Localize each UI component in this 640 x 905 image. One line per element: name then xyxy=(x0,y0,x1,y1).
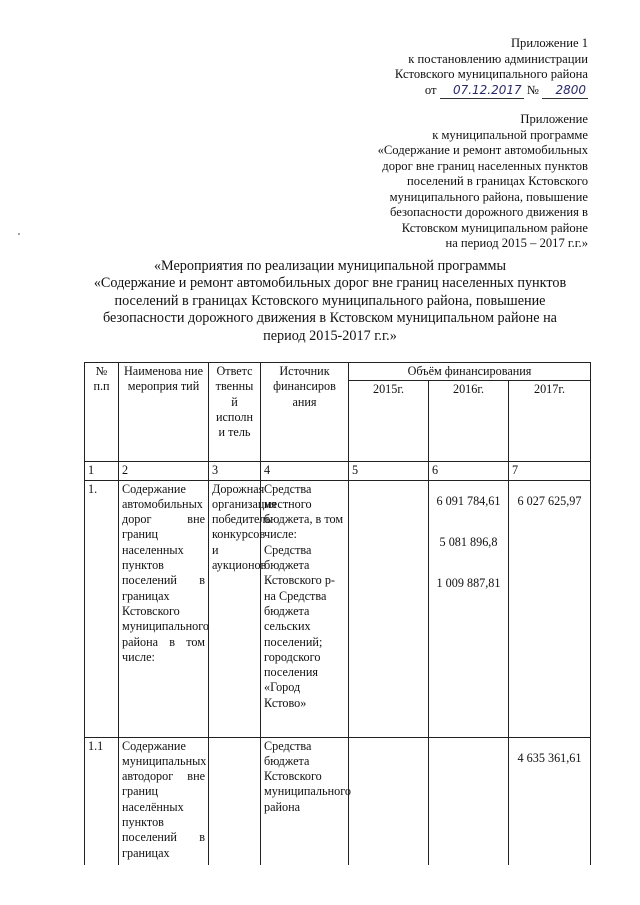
table-header-row xyxy=(85,363,591,381)
date-prefix: от xyxy=(424,82,437,97)
appendix-1-district: Кстовского муниципального района xyxy=(394,67,588,81)
index-cell: 7 xyxy=(509,462,591,480)
header-num: № п.п xyxy=(85,363,119,462)
table-row xyxy=(85,480,591,737)
scan-speck xyxy=(18,233,20,235)
index-cell: 1 xyxy=(85,462,119,480)
header-responsible: Ответс твенны й исполн и тель xyxy=(209,363,261,462)
appendix-2-line: на период 2015 – 2017 г.г.» xyxy=(445,236,588,250)
index-cell: 3 xyxy=(209,462,261,480)
row-1-responsible: Дорожная организация победитель конкурсов и аукционов xyxy=(209,480,261,737)
row-2-2015 xyxy=(349,737,429,865)
number-prefix: № xyxy=(526,82,539,97)
row-1-2017-total: 6 027 625,97 xyxy=(517,493,582,508)
row-1-2016-district: 5 081 896,8 xyxy=(439,534,498,549)
index-cell: 6 xyxy=(429,462,509,480)
title-line: безопасности дорожного движения в Кстовском муниципальном районе на xyxy=(103,310,557,327)
row-1-2016-total: 6 091 784,61 xyxy=(436,493,501,508)
row-1-source: Средства местного бюджета, в том числе: Средства бюджета Кстовского р-на Средства бюджета сельских поселений; городского поселения «Город Кстово» xyxy=(261,480,349,737)
row-2-2017 xyxy=(509,737,591,865)
index-cell: 4 xyxy=(261,462,349,480)
appendix-2-line: безопасности дорожного движения в xyxy=(389,205,588,219)
row-1-name: Содержание автомобильных дорог вне границ населенных пунктов поселений в границах Кстовского муниципального района в том числе: xyxy=(119,480,209,737)
table-index-row xyxy=(85,462,591,480)
appendix-2-line: к муниципальной программе xyxy=(432,127,588,142)
header-source: Источник финансиров ания xyxy=(261,363,349,462)
row-1-2016-settlements: 1 009 887,81 xyxy=(436,576,501,591)
header-year-2016: 2016г. xyxy=(429,381,509,462)
appendix-2-line: Приложение xyxy=(520,112,588,126)
document-title xyxy=(60,258,600,345)
header-funding: Объём финансирования xyxy=(349,363,591,381)
appendix-1-header xyxy=(395,36,588,99)
appendix-2-line: муниципального района, повышение xyxy=(389,189,588,204)
handwritten-date: 07.12.2017 xyxy=(440,83,524,100)
handwritten-number: 2800 xyxy=(542,83,588,100)
appendix-2-line: Кстовском муниципальном районе xyxy=(401,220,588,235)
row-2-source: Средства бюджета Кстовского муниципального района xyxy=(261,737,349,865)
title-line: «Мероприятия по реализации муниципальной программы xyxy=(153,258,507,274)
index-cell: 2 xyxy=(119,462,209,480)
title-line: период 2015-2017 г.г.» xyxy=(263,327,397,344)
appendix-1-subtitle: к постановлению администрации xyxy=(408,51,588,66)
row-2-name: Содержание муниципальных автодорог вне границ населённых пунктов поселений в границах xyxy=(119,737,209,865)
index-cell: 5 xyxy=(349,462,429,480)
appendix-2-header xyxy=(378,112,588,252)
row-1-2017 xyxy=(509,480,591,737)
row-1-num: 1. xyxy=(85,480,119,737)
title-line: поселений в границах Кстовского муниципального района, повышение xyxy=(114,292,546,309)
header-year-2017: 2017г. xyxy=(509,381,591,462)
measures-table xyxy=(84,362,591,865)
row-2-responsible xyxy=(209,737,261,865)
appendix-1-date-line xyxy=(395,83,588,100)
appendix-2-line: дорог вне границ населенных пунктов xyxy=(382,158,588,173)
title-line: «Содержание и ремонт автомобильных дорог вне границ населенных пунктов xyxy=(93,275,567,292)
row-2-num: 1.1 xyxy=(85,737,119,865)
row-1-2016 xyxy=(429,480,509,737)
row-2-2017-total: 4 635 361,61 xyxy=(517,750,582,765)
header-year-2015: 2015г. xyxy=(349,381,429,462)
appendix-2-line: поселений в границах Кстовского xyxy=(406,174,588,188)
row-2-2016 xyxy=(429,737,509,865)
header-name: Наименова ние мероприя тий xyxy=(119,363,209,462)
table-row xyxy=(85,737,591,865)
appendix-2-line: «Содержание и ремонт автомобильных xyxy=(377,143,588,157)
row-1-2015 xyxy=(349,480,429,737)
appendix-1-title: Приложение 1 xyxy=(510,36,588,50)
